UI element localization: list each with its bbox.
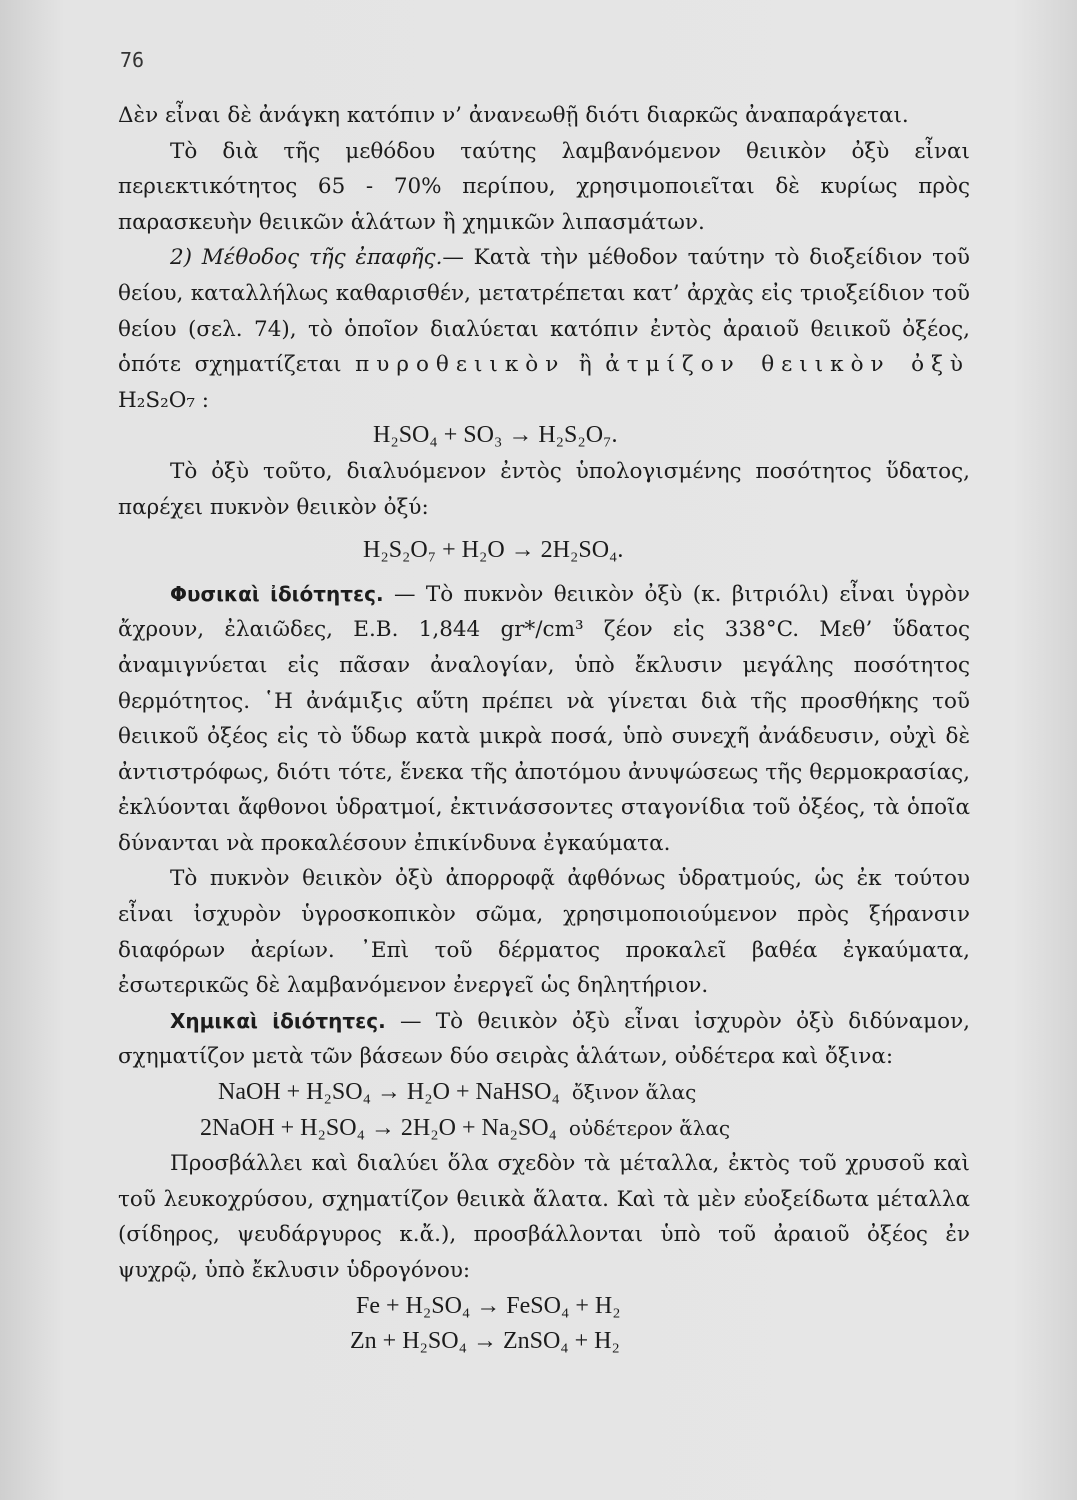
paragraph-1: Δὲν εἶναι δὲ ἀνάγκη κατόπιν ν’ ἀνανεωθῇ διότι διαρκῶς ἀναπαράγεται. bbox=[118, 103, 909, 128]
paragraph-5 bbox=[118, 577, 970, 862]
equation-4-label: οὐδέτερον ἅλας bbox=[568, 1115, 731, 1140]
formula-oleum: H₂S₂O₇ : bbox=[118, 387, 210, 413]
page-number: 76 bbox=[120, 48, 145, 72]
paragraph-6: Τὸ πυκνὸν θειικὸν ὀξὺ ἀπορροφᾷ ἀφθόνως ὑδρατμούς, ὡς ἐκ τούτου εἶναι ἰσχυρὸν ὑγροσκοπικὸν σῶμα, χρησιμοποιούμενον πρὸς ξήρανσιν διαφόρων ἀερίων. ᾿Επὶ τοῦ δέρματος προκαλεῖ βαθέα ἐγκαύματα, ἐσωτερικῶς δὲ λαμβανόμενον ἐνεργεῖ ὡς δηλητήριον. bbox=[118, 866, 970, 999]
paragraph-7-text: — Τὸ θειικὸν ὀξὺ εἶναι ἰσχυρὸν ὀξὺ διδύναμον, σχηματίζον μετὰ τῶν βάσεων δύο σειρὰς ἁλάτων, οὐδέτερα καὶ ὄξινα: bbox=[118, 1008, 970, 1070]
equation-4 bbox=[118, 1111, 970, 1147]
paragraph-3 bbox=[118, 240, 970, 418]
paragraph-7 bbox=[118, 1004, 970, 1075]
paragraph-5-text: — Τὸ πυκνὸν θειικὸν ὀξὺ (κ. βιτριόλι) εἶναι ὑγρὸν ἄχρουν, ἐλαιῶδες, Ε.Β. 1,844 gr*/cm³ ζέον εἰς 338°C. Μεθ’ ὕδατος ἀναμιγνύεται εἰς πᾶσαν ἀναλογίαν, ὑπὸ ἔκλυσιν μεγάλης ποσότητος θερμότητος. ῾Η ἀνάμιξις αὕτη πρέπει νὰ γίνεται διὰ τῆς προσθήκης τοῦ θειικοῦ ὀξέος εἰς τὸ ὕδωρ κατὰ μικρὰ ποσά, ὑπὸ συνεχῆ ἀνάδευσιν, οὐχὶ δὲ ἀντιστρόφως, διότι τότε, ἕνεκα τῆς ἀποτόμου ἀνυψώσεως τῆς θερμοκρασίας, ἐκλύονται ἄφθονοι ὑδρατμοί, ἐκτινάσσοντες σταγονίδια τοῦ ὀξέος, τὰ ὁποῖα δύνανται νὰ προκαλέσουν ἐπικίνδυνα ἐγκαύματα. bbox=[118, 581, 970, 856]
section-heading-contact-method: 2) Μέθοδος τῆς ἐπαφῆς. bbox=[170, 245, 443, 271]
paragraph-8: Προσβάλλει καὶ διαλύει ὅλα σχεδὸν τὰ μέταλλα, ἐκτὸς τοῦ χρυσοῦ καὶ τοῦ λευκοχρύσου, σχηματίζον θειικὰ ἅλατα. Καὶ τὰ μὲν εὐοξείδωτα μέταλλα (σίδηρος, ψευδάργυρος κ.ἄ.), προσβάλλονται ὑπὸ τοῦ ἀραιοῦ ὀξέος ἐν ψυχρῷ, ὑπὸ ἔκλυσιν ὑδρογόνου: bbox=[118, 1151, 970, 1283]
equation-4-formula: 2NaOH + H₂SO₄ → 2H₂O + Na₂SO₄ bbox=[200, 1114, 557, 1141]
term-pyrosulfuric: πυροθειικὸν bbox=[355, 352, 566, 378]
section-heading-physical: Φυσικαὶ ἰδιότητες. bbox=[170, 581, 384, 606]
equation-1: H₂SO₄ + SO₃ → H₂S₂O₇. bbox=[373, 422, 618, 449]
word-or: ἢ bbox=[578, 352, 592, 378]
equation-6: Zn + H₂SO₄ → ZnSO₄ + H₂ bbox=[350, 1328, 620, 1355]
body-text bbox=[118, 98, 970, 1360]
paragraph-3-text: — Κατὰ τὴν μέθοδον ταύτην τὸ διοξείδιον τοῦ θείου, καταλλήλως καθαρισθέν, μετατρέπεται κατ’ ἀρχὰς εἰς τριοξείδιον τοῦ θείου (σελ. 74), τὸ ὁποῖον διαλύεται κατόπιν ἐντὸς ἀραιοῦ θειικοῦ ὀξέος, ὁπότε σχηματίζεται bbox=[118, 245, 970, 378]
section-heading-chemical: Χημικαὶ ἰδιότητες. bbox=[170, 1008, 386, 1033]
paragraph-2: Τὸ διὰ τῆς μεθόδου ταύτης λαμβανόμενον θειικὸν ὀξὺ εἶναι περιεκτικότητος 65 - 70% περίπου, χρησιμοποιεῖται δὲ κυρίως πρὸς παρασκευὴν θειικῶν ἁλάτων ἢ χημικῶν λιπασμάτων. bbox=[118, 138, 970, 235]
term-fuming-acid: ἀτμίζον θειικὸν ὀξὺ bbox=[605, 352, 970, 378]
equation-5: Fe + H₂SO₄ → FeSO₄ + H₂ bbox=[356, 1292, 621, 1319]
paragraph-4: Τὸ ὀξὺ τοῦτο, διαλυόμενον ἐντὸς ὑπολογισμένης ποσότητος ὕδατος, παρέχει πυκνὸν θειικὸν ὀξύ: bbox=[118, 458, 970, 520]
equation-2: H₂S₂O₇ + H₂O → 2H₂SO₄. bbox=[363, 537, 624, 564]
equation-3-label: ὄξινον ἅλας bbox=[571, 1080, 697, 1105]
equation-3-formula: NaOH + H₂SO₄ → H₂O + NaHSO₄ bbox=[218, 1079, 560, 1106]
equation-3 bbox=[118, 1075, 970, 1111]
